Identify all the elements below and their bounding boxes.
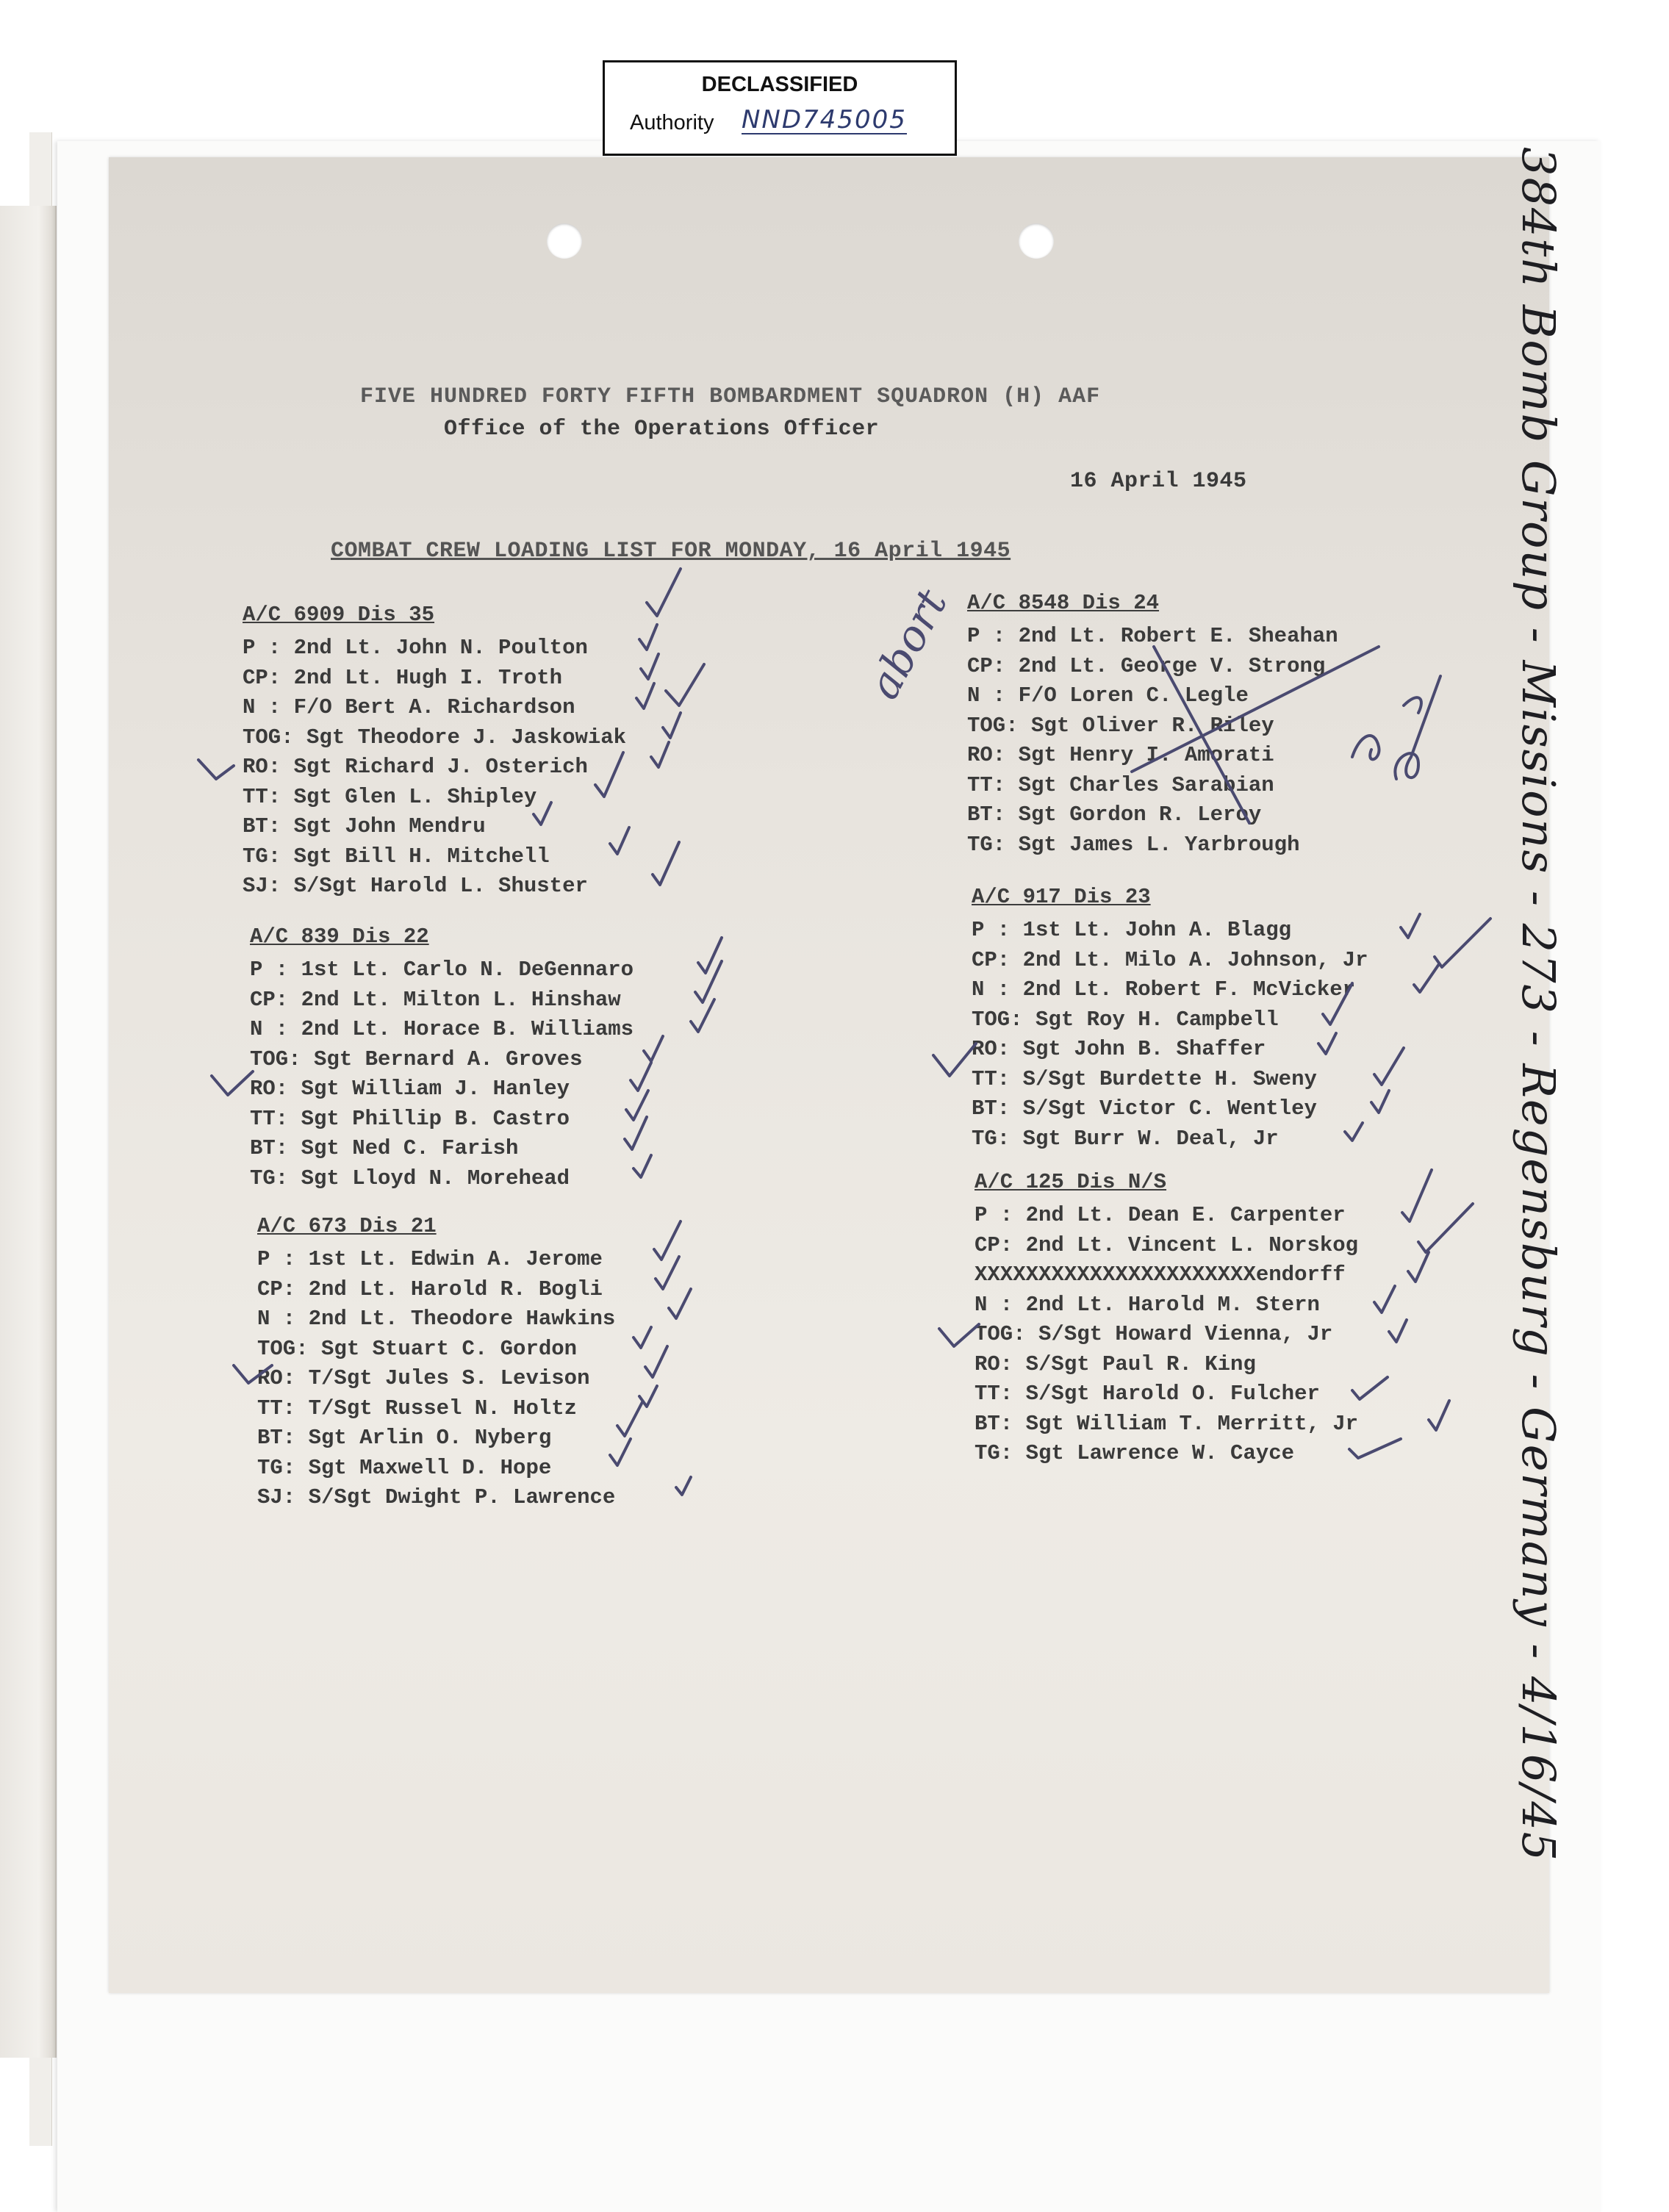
crew-row: TOG: Sgt Oliver R. Riley <box>967 713 1274 738</box>
crew-row: P : 1st Lt. John A. Blagg <box>972 918 1292 942</box>
aircraft-header: A/C 917 Dis 23 <box>972 885 1151 909</box>
crew-row: P : 2nd Lt. Dean E. Carpenter <box>975 1203 1346 1227</box>
crew-block-839 <box>250 924 633 1193</box>
stamp-title: DECLASSIFIED <box>701 73 858 96</box>
crew-row: CP: 2nd Lt. Hugh I. Troth <box>243 665 563 690</box>
crew-row: BT: Sgt John Mendru <box>243 814 486 839</box>
crew-row: BT: Sgt Arlin O. Nyberg <box>257 1426 552 1450</box>
aircraft-header: A/C 6909 Dis 35 <box>243 603 435 627</box>
aircraft-header: A/C 8548 Dis 24 <box>967 591 1160 615</box>
crew-row: BT: Sgt Ned C. Farish <box>250 1136 519 1160</box>
abort-note: abort <box>858 581 958 707</box>
crew-row: CP: 2nd Lt. Vincent L. Norskog <box>975 1232 1359 1257</box>
crew-block-673 <box>257 1214 615 1513</box>
crew-row: TG: Sgt Maxwell D. Hope <box>257 1455 552 1480</box>
crew-row: N : 2nd Lt. Harold M. Stern <box>975 1292 1320 1317</box>
crew-row: P : 2nd Lt. John N. Poulton <box>243 636 588 660</box>
punch-hole-left <box>547 223 582 259</box>
crew-row: TG: Sgt Bill H. Mitchell <box>243 844 550 869</box>
crew-row: P : 1st Lt. Carlo N. DeGennaro <box>250 958 634 982</box>
crew-row: CP: 2nd Lt. George V. Strong <box>967 653 1326 678</box>
declassified-stamp <box>603 60 957 156</box>
crew-row: BT: Sgt Gordon R. Leroy <box>967 802 1262 827</box>
crew-row: TG: Sgt James L. Yarbrough <box>967 832 1300 857</box>
margin-note: 384th Bomb Group - Missions - 273 - Regensburg - Germany - 4/16/45 <box>1512 147 1565 1863</box>
stamp-authority-code: NND745005 <box>742 105 907 134</box>
document-date: 16 April 1945 <box>1070 469 1247 494</box>
crew-row: CP: 2nd Lt. Milton L. Hinshaw <box>250 987 621 1012</box>
crew-row: TG: Sgt Lloyd N. Morehead <box>250 1166 570 1191</box>
crew-row: N : F/O Bert A. Richardson <box>243 695 575 719</box>
crew-row: TT: T/Sgt Russel N. Holtz <box>257 1396 578 1421</box>
crew-row: TG: Sgt Burr W. Deal, Jr <box>972 1126 1279 1151</box>
crew-row: CP: 2nd Lt. Milo A. Johnson, Jr <box>972 947 1368 972</box>
crew-row: TOG: Sgt Bernard A. Groves <box>250 1046 583 1071</box>
stamp-authority-label: Authority <box>630 111 714 134</box>
office-heading: Office of the Operations Officer <box>444 417 880 442</box>
crew-row: BT: S/Sgt Victor C. Wentley <box>972 1096 1317 1121</box>
crew-row: TT: Sgt Charles Sarabian <box>967 772 1274 797</box>
crew-row: TT: S/Sgt Harold O. Fulcher <box>975 1382 1320 1406</box>
crew-row: TT: Sgt Glen L. Shipley <box>243 784 537 809</box>
aircraft-header: A/C 839 Dis 22 <box>250 924 429 949</box>
crew-row: N : 2nd Lt. Theodore Hawkins <box>257 1307 616 1331</box>
crew-row: RO: T/Sgt Jules S. Levison <box>257 1366 590 1390</box>
crew-block-8548 <box>967 591 1338 860</box>
folder-edge <box>0 206 57 2058</box>
crew-block-917 <box>972 885 1368 1154</box>
crew-row: TOG: Sgt Theodore J. Jaskowiak <box>243 725 627 750</box>
crew-row: SJ: S/Sgt Dwight P. Lawrence <box>257 1485 616 1509</box>
punch-hole-right <box>1019 223 1054 259</box>
crew-row: TOG: Sgt Roy H. Campbell <box>972 1007 1279 1032</box>
crew-block-6909 <box>243 603 626 902</box>
crew-row: RO: Sgt Henry I. Amorati <box>967 743 1274 767</box>
crew-row: N : 2nd Lt. Horace B. Williams <box>250 1017 634 1041</box>
crew-row: TOG: Sgt Stuart C. Gordon <box>257 1336 578 1361</box>
crew-row: N : 2nd Lt. Robert F. McVicker <box>972 977 1356 1002</box>
crew-row: SJ: S/Sgt Harold L. Shuster <box>243 874 588 898</box>
crew-row: N : F/O Loren C. Legle <box>967 683 1249 708</box>
crew-row: RO: Sgt Richard J. Osterich <box>243 755 588 779</box>
crew-row: BT: Sgt William T. Merritt, Jr <box>975 1411 1359 1436</box>
crew-row: P : 2nd Lt. Robert E. Sheahan <box>967 624 1338 648</box>
crew-row: TT: Sgt Phillip B. Castro <box>250 1106 570 1131</box>
list-title: COMBAT CREW LOADING LIST FOR MONDAY, 16 April 1945 <box>331 539 1011 564</box>
crew-row: TOG: S/Sgt Howard Vienna, Jr <box>975 1322 1333 1346</box>
crew-row: TG: Sgt Lawrence W. Cayce <box>975 1441 1295 1465</box>
crew-row: P : 1st Lt. Edwin A. Jerome <box>257 1247 603 1271</box>
aircraft-header: A/C 673 Dis 21 <box>257 1214 437 1238</box>
crew-row: RO: S/Sgt Paul R. King <box>975 1351 1256 1376</box>
crew-row: RO: Sgt William J. Hanley <box>250 1077 570 1101</box>
squadron-heading: FIVE HUNDRED FORTY FIFTH BOMBARDMENT SQUADRON (H) AAF <box>360 384 1101 409</box>
crew-block-125 <box>975 1170 1358 1469</box>
crew-row: TT: S/Sgt Burdette H. Sweny <box>972 1066 1317 1091</box>
crew-row: CP: 2nd Lt. Harold R. Bogli <box>257 1276 603 1301</box>
aircraft-header: A/C 125 Dis N/S <box>975 1170 1167 1194</box>
crew-row: RO: Sgt John B. Shaffer <box>972 1037 1266 1061</box>
crew-row: XXXXXXXXXXXXXXXXXXXXXXendorff <box>975 1263 1346 1287</box>
